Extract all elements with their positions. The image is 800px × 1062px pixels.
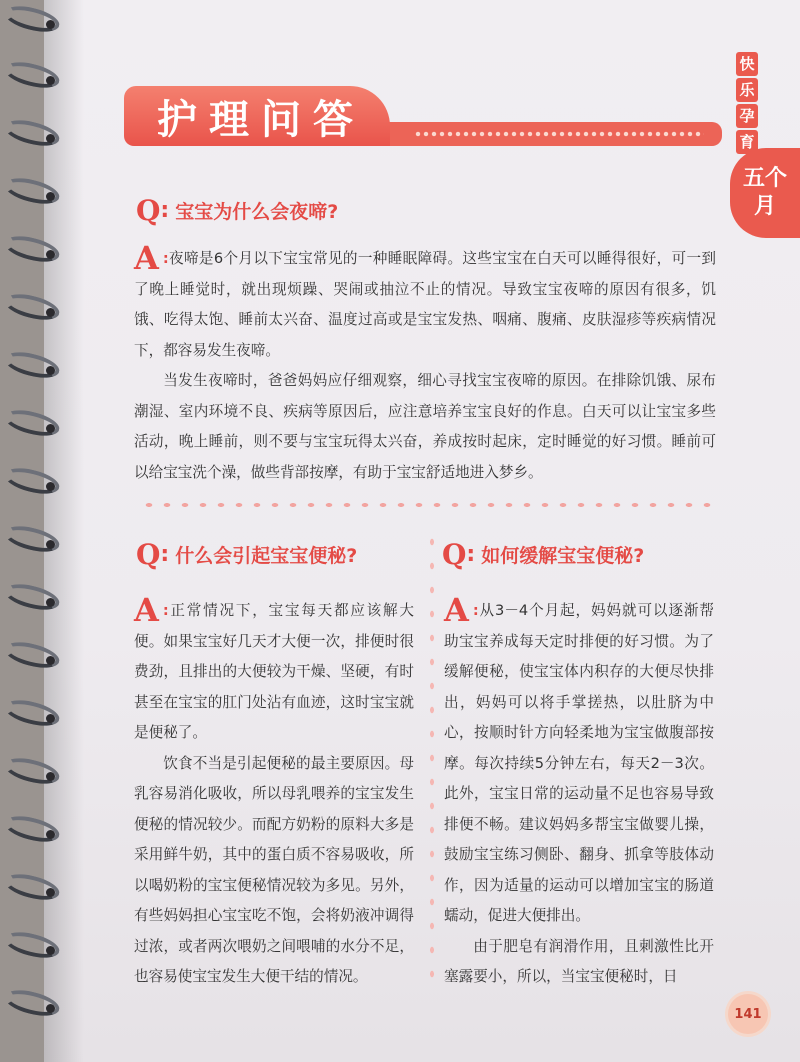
a-mark-icon: A (134, 239, 159, 277)
chapter-tab (730, 148, 800, 238)
binding-hole (46, 772, 55, 781)
banner-bar (354, 122, 722, 146)
binding-ring (2, 754, 62, 789)
binding-ring (2, 464, 62, 499)
answer-paragraph (134, 239, 716, 366)
binding-ring (2, 232, 62, 267)
answer-paragraph (444, 591, 714, 932)
answer-text: 从3－4个月起，妈妈就可以逐渐帮助宝宝养成每天定时排便的好习惯。为了缓解便秘，使宝宝体内积存的大便尽快排出，妈妈可以将手掌搓热，以肚脐为中心，按顺时针方向轻柔地为宝宝做腹部按摩。每次持续5分钟左右，每天2－3次。此外，宝宝日常的运动量不足也容易导致排便不畅。建议妈妈多帮宝宝做婴儿操，鼓励宝宝练习侧卧、翻身、抓拿等肢体动作，因为适量的运动可以增加宝宝的肠道蠕动，促进大便排出。 (444, 602, 714, 924)
chapter-label-line1: 五个 (742, 166, 787, 191)
q-mark-icon: Q (136, 538, 161, 571)
binding-hole (46, 134, 55, 143)
brand-char: 育 (736, 130, 758, 154)
answer-paragraph: 饮食不当是引起便秘的最主要原因。母乳容易消化吸收，所以母乳喂养的宝宝发生便秘的情况较少。而配方奶粉的原料大多是采用鲜牛奶，其中的蛋白质不容易吸收，所以喝奶粉的宝宝便秘情况较为多见。另外，有些妈妈担心宝宝吃不饱，会将奶液冲调得过浓，或者两次喂奶之间喂哺的水分不足，也容易使宝宝发生大便干结的情况。 (134, 754, 414, 985)
question-text: 什么会引起宝宝便秘? (175, 545, 358, 567)
binding-ring (2, 638, 62, 673)
binding-ring (2, 348, 62, 383)
a-mark-icon: A (134, 591, 159, 629)
section-banner (124, 86, 722, 150)
q-mark-icon: Q (136, 194, 161, 227)
answer-block-2 (134, 591, 414, 993)
answer-paragraph (134, 591, 414, 749)
answer-paragraph: 由于肥皂有润滑作用，且刺激性比开塞露要小，所以，当宝宝便秘时，日 (444, 937, 714, 985)
a-colon: : (472, 602, 479, 619)
page-number: 141 (728, 994, 768, 1034)
binding-ring (2, 928, 62, 963)
answer-text: 正常情况下，宝宝每天都应该解大便。如果宝宝好几天才大便一次，排便时很费劲，且排出的大便较为干燥、坚硬，有时甚至在宝宝的肛门处沾有血迹，这时宝宝就是便秘了。 (134, 602, 414, 741)
binding-ring (2, 986, 62, 1021)
q-colon: : (160, 198, 170, 223)
binding-hole (46, 656, 55, 665)
spiral-binding (0, 0, 70, 1062)
banner-tab (124, 86, 390, 146)
binding-hole (46, 192, 55, 201)
brand-char: 乐 (736, 78, 758, 102)
binding-ring (2, 2, 62, 37)
side-brand-tab (736, 52, 760, 154)
answer-block-3 (444, 591, 714, 993)
binding-ring (2, 58, 62, 93)
binding-ring (2, 406, 62, 441)
a-mark-icon: A (444, 591, 469, 629)
question-heading-3 (442, 538, 644, 571)
question-heading-1 (136, 194, 338, 227)
binding-hole (46, 20, 55, 29)
binding-ring (2, 870, 62, 905)
question-text: 如何缓解宝宝便秘? (481, 545, 645, 567)
question-heading-2 (136, 538, 357, 571)
chapter-label-line2: 月 (753, 194, 776, 219)
page-title: 护理问答 (157, 96, 365, 143)
binding-ring (2, 580, 62, 615)
binding-hole (46, 308, 55, 317)
q-mark-icon: Q (442, 538, 467, 571)
a-colon: : (162, 602, 169, 619)
binding-ring (2, 812, 62, 847)
brand-char: 孕 (736, 104, 758, 128)
binding-ring (2, 116, 62, 151)
question-text: 宝宝为什么会夜啼? (175, 201, 339, 223)
binding-hole (46, 598, 55, 607)
binding-hole (46, 714, 55, 723)
binding-hole (46, 1004, 55, 1013)
binding-hole (46, 888, 55, 897)
binding-hole (46, 424, 55, 433)
binding-hole (46, 830, 55, 839)
binding-hole (46, 250, 55, 259)
answer-paragraph: 当发生夜啼时，爸爸妈妈应仔细观察，细心寻找宝宝夜啼的原因。在排除饥饿、尿布潮湿、室内环境不良、疾病等原因后，应注意培养宝宝良好的作息。白天可以让宝宝多些活动，晚上睡前，则不要与宝宝玩得太兴奋，养成按时起床，定时睡觉的好习惯。睡前可以给宝宝洗个澡，做些背部按摩，有助于宝宝舒适地进入梦乡。 (134, 372, 716, 481)
binding-hole (46, 540, 55, 549)
q-colon: : (466, 542, 476, 567)
a-colon: : (162, 250, 169, 267)
binding-ring (2, 696, 62, 731)
binding-ring (2, 290, 62, 325)
binding-hole (46, 76, 55, 85)
brand-char: 快 (736, 52, 758, 76)
section-divider (140, 500, 716, 510)
binding-ring (2, 174, 62, 209)
q-colon: : (160, 542, 170, 567)
binding-hole (46, 366, 55, 375)
banner-dots (414, 131, 704, 137)
answer-block-1 (134, 239, 716, 488)
answer-text: 夜啼是6个月以下宝宝常见的一种睡眠障碍。这些宝宝在白天可以睡得很好，可一到了晚上睡觉时，就出现烦躁、哭闹或抽泣不止的情况。导致宝宝夜啼的原因有很多，饥饿、吃得太饱、睡前太兴奋、温度过高或是宝宝发热、咽痛、腹痛、皮肤湿疹等疾病情况下，都容易发生夜啼。 (134, 250, 716, 359)
binding-hole (46, 482, 55, 491)
column-divider (428, 530, 436, 990)
binding-ring (2, 522, 62, 557)
binding-hole (46, 946, 55, 955)
